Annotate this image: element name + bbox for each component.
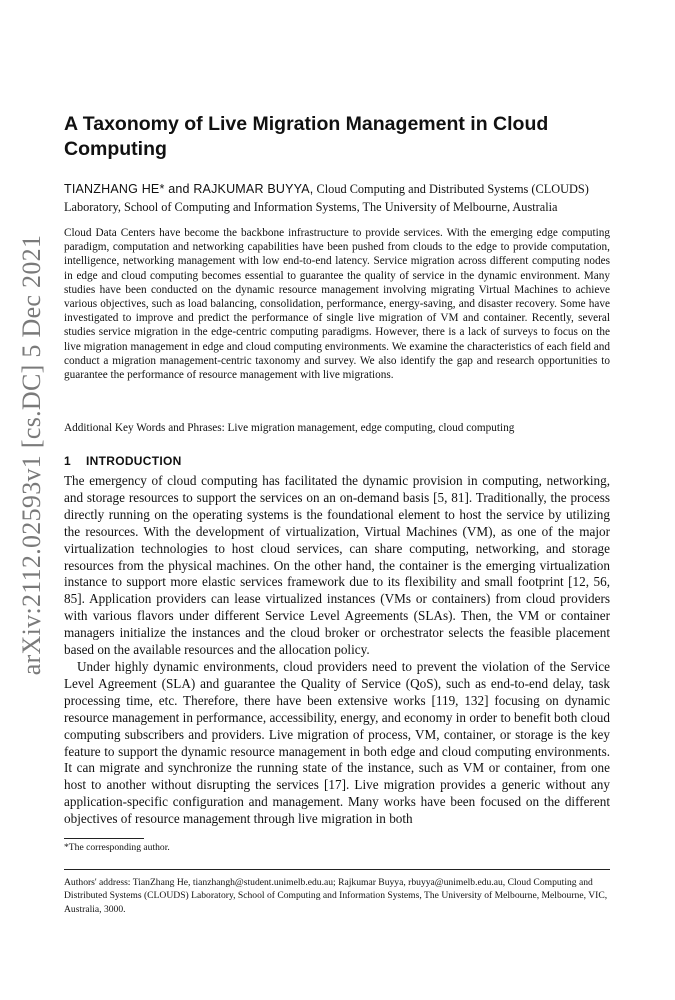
- footnote-rule: [64, 838, 144, 839]
- arxiv-watermark: [8, 205, 56, 705]
- section-title: INTRODUCTION: [86, 454, 182, 468]
- paper-title: A Taxonomy of Live Migration Management in Cloud Computing: [64, 113, 549, 160]
- section-number: 1: [64, 454, 71, 468]
- author-block: [64, 180, 610, 216]
- author-names: TIANZHANG HE* and RAJKUMAR BUYYA,: [64, 182, 314, 196]
- footnote: *The corresponding author.: [64, 842, 170, 853]
- author-address: Authors' address: TianZhang He, tianzhangh@student.unimelb.edu.au; Rajkumar Buyya, rbuyya@unimelb.edu.au, Cloud Computing and Distributed Systems (CLOUDS) Laboratory, School of Computing and Information Systems, The University of Melbourne, Melbourne, VIC, Australia, 3000.: [64, 877, 608, 915]
- address-rule: [64, 869, 610, 870]
- arxiv-identifier: arXiv:2112.02593v1 [cs.DC] 5 Dec 2021: [17, 234, 46, 676]
- paragraph: The emergency of cloud computing has facilitated the dynamic provision in computing, networking, and storage resources to support the services on an on-demand basis [5, 81]. Traditionally, the process directly running on the operating systems is the foundational element to host the service by utilizing the resources. With the development of virtualization, Virtual Machines (VM), as one of the major virtualization technologies to host cloud services, can share computing, networking, and storage resources from the physical machines. On the other hand, the container is the emerging virtualization instance to support more elastic services framework due to its flexibility and small footprint [12, 56, 85]. Application providers can lease virtualized instances (VMs or containers) from cloud providers with various flavors under different Service Level Agreements (SLAs). Then, the VM or container managers initialize the instances and the cloud broker or orchestrator selects the feasible placement based on the available resources and the allocation policy.: [64, 473, 610, 658]
- section-heading: [64, 454, 182, 468]
- body-text: [64, 473, 610, 828]
- keywords: Additional Key Words and Phrases: Live migration management, edge computing, cloud computing: [64, 422, 515, 434]
- paragraph: Under highly dynamic environments, cloud providers need to prevent the violation of the Service Level Agreement (SLA) and guarantee the Quality of Service (QoS), such as end-to-end delay, task processing time, etc. Therefore, there have been extensive works [119, 132] focusing on dynamic resource management in performance, accessibility, energy, and economy in order to benefit both cloud computing subscribers and providers. Live migration of process, VM, container, or storage is the key feature to support the dynamic resource management in both edge and cloud computing environments. It can migrate and synchronize the running state of the instance, such as VM or container, from one host to another without disrupting the services [17]. Live migration provides a generic without any application-specific configuration and management. Many works have been focused on the different objectives of resource management through live migration in both: [64, 658, 610, 827]
- author-affiliation: Cloud Computing and Distributed Systems (CLOUDS) Laboratory, School of Computing and Information Systems, The University of Melbourne, Australia: [64, 182, 589, 214]
- abstract: Cloud Data Centers have become the backbone infrastructure to provide services. With the emerging edge computing paradigm, computation and networking capabilities have been pushed from clouds to the edge to provide computation, intelligence, networking management with low end-to-end latency. Service migration across different computing nodes in edge and cloud computing becomes essential to guarantee the quality of service in the dynamic environment. Many studies have been conducted on the dynamic resource management involving migrating Virtual Machines to achieve various objectives, such as load balancing, consolidation, performance, energy-saving, and disaster recovery. Some have investigated to improve and predict the performance of single live migration of VM and container. Recently, several studies service migration in the edge-centric computing paradigms. However, there is a lack of surveys to focus on the live migration management in edge and cloud computing environments. We examine the characteristics of each field and conduct a migration management-centric taxonomy and survey. We also identify the gap and research opportunities to guarantee the performance of resource management with live migrations.: [64, 227, 610, 382]
